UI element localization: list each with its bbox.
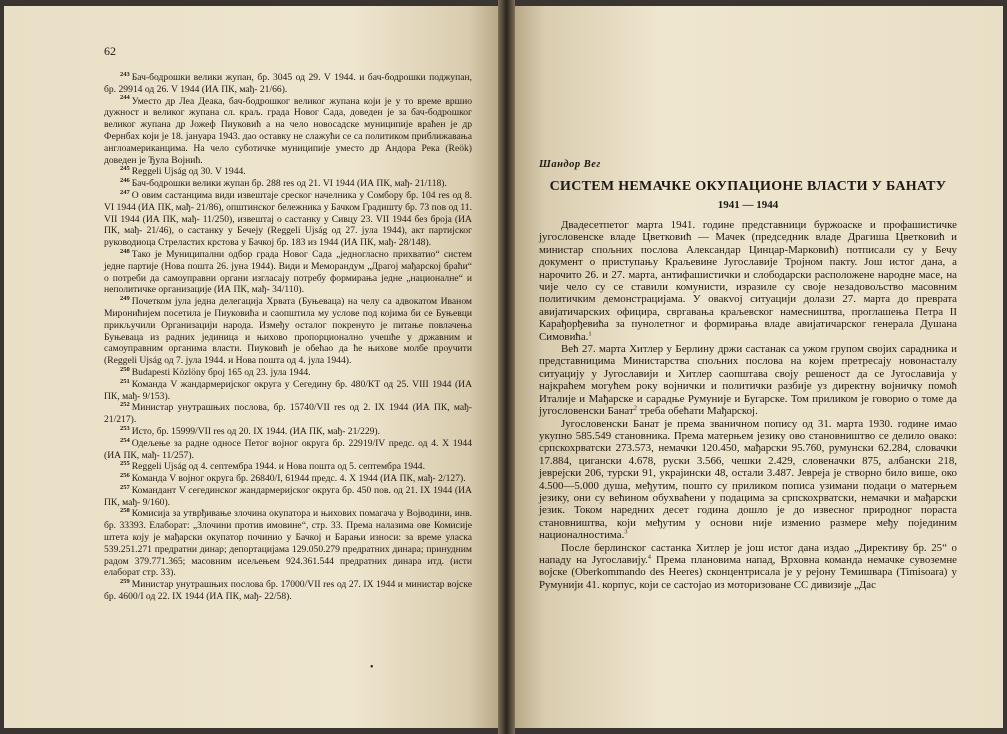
footnote-text: Budapesti Közlöny број 165 од 23. јула 1944.	[131, 366, 311, 378]
footnote	[104, 72, 472, 96]
footnotes	[104, 72, 472, 603]
footnote-text: Исто, бр. 15999/VII res од 20. IX 1944. (ИА ПК, мађ- 21/229).	[131, 425, 381, 437]
footnote-text: Одељење за радне односе Петог војног округа бр. 22919/IV предс. од 4. X 1944 (ИА ПК, мађ- 11/257).	[104, 437, 472, 461]
ornament-dot: •	[370, 662, 374, 673]
footnote	[104, 426, 472, 438]
article-author: Шандор Вег	[539, 159, 601, 170]
footnote-number: 255	[120, 460, 130, 468]
footnote-number: 251	[120, 377, 130, 385]
footnote-text: Министар унутрашњих послова бр. 17000/VII res од 27. IX 1944 и министар војске бр. 4600/I од 22. IX 1944 (ИА ПК, мађ- 22/58).	[104, 579, 472, 603]
footnote-text: Команда V војног округа бр. 26840/I, 61944 предс. 4. X 1944 (ИА ПК, мађ- 2/127).	[131, 473, 466, 485]
footnote-text: Тако је Муниципални одбор града Новог Сада „једногласно прихватио“ систем једне партије (Нова пошта 26. јуна 1944). Види и Меморандум „Драгој мађарској браћи“ о потреби да самоуправни органи изгласају потребу формирања једне „националне“ и неполитичке организације (ИА ПК, мађ- 34/110).	[104, 248, 472, 296]
footnote	[104, 508, 472, 579]
paragraph-text: Југословенски Банат је према званичном попису од 31. марта 1930. године имао укупно 585.549 становника. Према матерњем језику ово становништво се делило овако: српскохрватски 273.573, немачки 120.450, мађарски 95.760, румунски 62.284, словачки 17.884, цигански 4.678, руски 3.566, чешки 2.429, словеначки 875, албански 218, јеврејски 206, турски 91, украјински 48, остали 3.487. Јевреја је створно било више, око 4.500—5.000 душа, међутим, пошто су приликом пописа узимани подаци о матерњем језику, они су већином обухваћени у подацима за српскохрватски, немачки и мађарски језик. Током наредних десет година дошло је до извесног природног пораста становништва, који међутим у основи није изменио размере међу појединим националностима.	[539, 417, 957, 542]
footnote-text: Уместо др Леа Деака, бач-бодрошког великог жупана који је у то време вршио дужност и великог жупана сл. краљ. града Новог Сада, доведен је за бач-бодрошког великог жупана др Јожеф Пиуковић а на чело новосадске муниципије враћен је др Фернбах који је 18. јануара 1943. дао оставку не слажући се са политиком приближавања англоамериканцима. На чело суботичке муниципије уместо др Андора Река (Reök) доведен је Ђула Војнић.	[104, 95, 472, 166]
footnote-number: 252	[120, 401, 130, 409]
footnote-text: Командант V сегединског жандармеријског округа бр. 450 пов. од 21. IX 1944 (ИА ПК, мађ- 9/160).	[104, 484, 472, 508]
footnote	[104, 296, 472, 367]
article-body	[539, 219, 957, 591]
footnote-text: Команда V жандармеријског округа у Сегедину бр. 480/КТ од 25. VIII 1944 (ИА ПК, мађ- 9/153).	[104, 378, 472, 402]
footnote-reference: 1	[588, 330, 592, 338]
footnote	[104, 190, 472, 249]
footnote	[104, 178, 472, 190]
left-page	[4, 6, 498, 728]
footnote	[104, 402, 472, 426]
footnote-text: Бач-бодрошки велики жупан бр. 288 res од 21. VI 1944 (ИА ПК, мађ- 21/118).	[131, 178, 447, 190]
footnote	[104, 579, 472, 603]
footnote-reference: 2	[633, 404, 637, 412]
footnote	[104, 96, 472, 167]
footnote-number: 259	[120, 578, 130, 586]
page-number: 62	[104, 44, 116, 58]
book-gutter	[498, 0, 515, 734]
paragraph-tail: треба обећати Мађарској.	[637, 405, 758, 418]
footnote-text: Почетком јула једна делегација Хрвата (Буњеваца) на челу са адвокатом Иваном Миронићијем посетила је Пиуковића и саопштила му услове под којима би се Буњевци прикључили Организацији народа. Између осталог покренуто је питање повлачења Буњеваца из радних јединица и њихово пропорционално учешће у државним и самоуправним органима власти. Пиуковић је обећао да ће њихове молбе проучити (Reggeli Ujság од 7. јула 1944. и Нова пошта од 4. јула 1944).	[104, 296, 472, 367]
footnote-text: Министар унутрашњих послова, бр. 15740/VII res од 2. IX 1944 (ИА ПК, мађ- 21/217).	[104, 402, 472, 426]
footnote	[104, 485, 472, 509]
footnote-text: О овим састанцима види извештаје среског начелника у Сомбору бр. 104 res од 8. VI 1944 (ИА ПК, мађ- 21/86), општинског бележника у Бачком Градишту бр. 73 пов од 11. VII 1944 (ИА ПК, мађ- 11/250), извештај о састанку у Сивцу 23. VII 1944 без броја (ИА ПК, мађ- 21/46), о састанку у Бечеју (Reggeli Ujság од 27. јула 1944), акт партијског руководиоца Стреластих крстова у Бачкој бр. 183 из 1944 (ИА ПК, мађ- 28/148).	[104, 189, 472, 249]
footnote-number: 257	[120, 483, 130, 491]
footnote	[104, 379, 472, 403]
article-title: СИСТЕМ НЕМАЧКЕ ОКУПАЦИОНЕ ВЛАСТИ У БАНАТУ	[549, 179, 947, 194]
paragraph-text: Двадесетпетог марта 1941. године представници буржоаске и профашистичке југословенске владе Цветковић — Мачек (председник владе Драгиша Цветковић и министар спољних послова Александар Цинцар-Марковић) потписали су у Бечу документ о приступању Краљевине Југославије Тројном пакту. Још истог дана, а нарочито 26. и 27. марта, антифашистички и слободарски расположене народне масе, на чије чело су се ставили комунисти, изразиле су своје незадовољство масовним политичким демонстрацијама. У овакvoj ситуацији долази 27. марта до превратa авијатичарских официра, свргавања краљевског намесништва, проглашења Петра II Карађорђевића за пунолетног и формирања владе авијатичарског генерала Душана Симовића.	[539, 219, 957, 343]
footnote-number: 248	[120, 247, 130, 255]
footnote-text: Reggeli Ujság од 4. септембра 1944. и Нова пошта од 5. септембра 1944.	[131, 461, 425, 473]
body-paragraph	[539, 542, 957, 592]
footnote	[104, 438, 472, 462]
right-page	[515, 6, 1003, 728]
footnote-number: 256	[120, 471, 130, 479]
body-paragraph	[539, 418, 957, 542]
footnote-number: 258	[120, 507, 130, 515]
footnote	[104, 367, 472, 379]
footnote-number: 253	[120, 424, 130, 432]
footnote	[104, 166, 472, 178]
paragraph-text: После берлинског састанка Хитлер је још истог дана издао „Директиву бр. 25“ о нападу на Југославију.	[539, 541, 957, 566]
article-years: 1941 — 1944	[717, 199, 779, 211]
footnote	[104, 461, 472, 473]
paragraph-text: Већ 27. марта Хитлер у Берлину држи састанак са ужом групом својих сарадника и представницима Министарства спољних послова на којем претресају новонасталу ситуацију у Југославији и Хитлер саопштава своју решеност да се Југославија у најкраћем могућем року војнички и политички разбије уз директну војничку помоћ Италије и Мађарске и сарадње Румуније и Бугарске. Том приликом је говорио о томе да југословенски Банат	[539, 343, 957, 418]
footnote-text: Бач-бодрошки велики жупан, бр. 3045 од 29. V 1944. и бач-бодрошки поджупан, бр. 29914 од 26. V 1944 (ИА ПК, мађ- 21/66).	[104, 72, 472, 95]
footnote-text: Комисија за утврђивање злочина окупатора и њихових помагача у Војводини, инв. бр. 33393. Елаборат: „Злочини против имовине“, стр. 33. Према налазима ове Комисије штета коју је мађарски окупатор починио у Бачкој и Барањи износи: за време уласка 539.251.271 предратни динар; депортацијама 129.050.279 предратних динара; принудним радом 379.771.365; масовним исељењем 924.361.544 предратних динара итд. (исти елаборат стр. 33).	[104, 508, 472, 579]
footnote-number: 254	[120, 436, 130, 444]
footnote-reference: 3	[624, 528, 628, 536]
footnote	[104, 249, 472, 296]
footnote-number: 247	[120, 188, 130, 196]
paragraph-tail: Према плановима напад, Врховна команда немачке сувоземне војске (Oberkommando des Heeres) сконцентрисала је у рејону Темишвара (Timisoara) у Румунији 41. корпус, који се састојао из моторизоване СС дивизије „Дас	[539, 553, 958, 591]
footnote-number: 250	[120, 365, 130, 373]
footnote	[104, 473, 472, 485]
body-paragraph	[539, 343, 957, 417]
footnote-text: Reggeli Ujság од 30. V 1944.	[131, 166, 246, 178]
footnote-number: 244	[120, 94, 130, 102]
body-paragraph	[539, 219, 957, 343]
footnote-number: 249	[120, 294, 130, 302]
footnote-number: 246	[120, 176, 130, 184]
footnote-reference: 4	[647, 553, 651, 561]
footnote-number: 243	[120, 70, 130, 78]
footnote-number: 245	[120, 165, 130, 173]
